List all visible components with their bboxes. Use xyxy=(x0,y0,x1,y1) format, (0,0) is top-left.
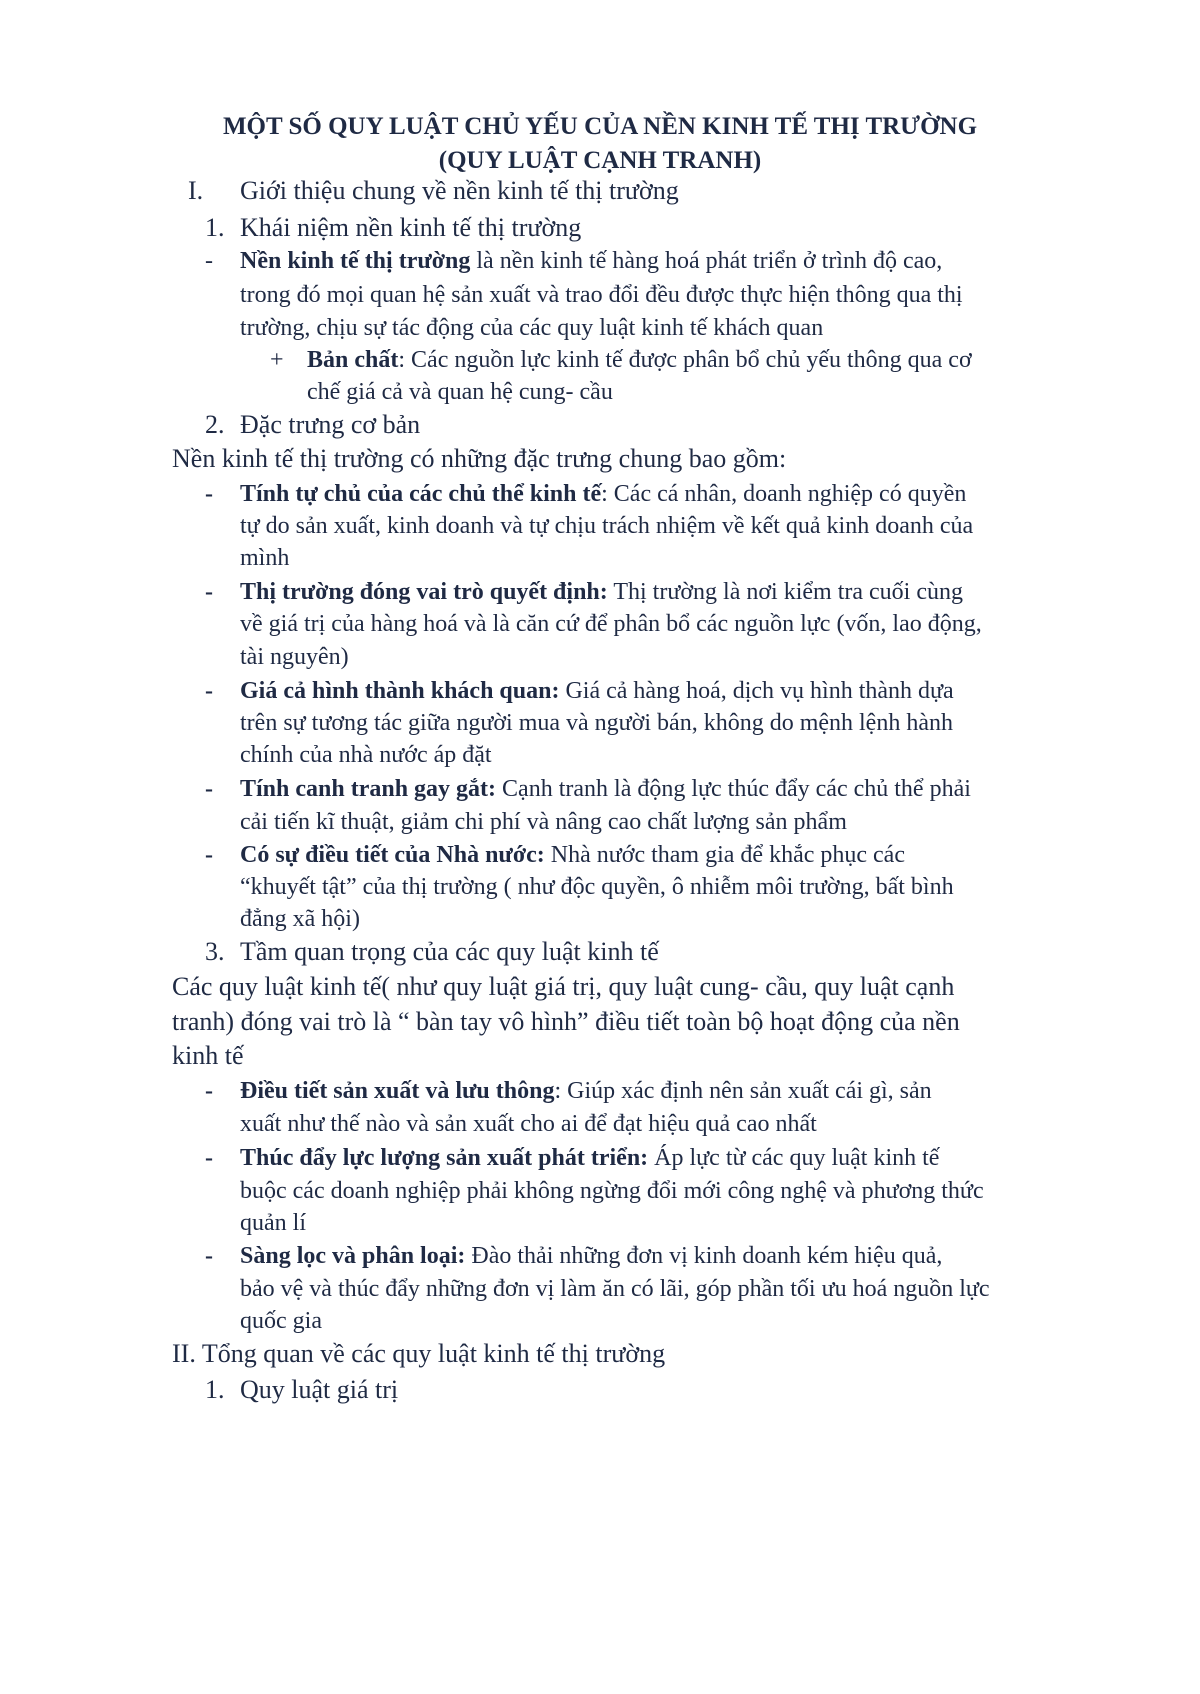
document-title-line2: (QUY LUẬT CẠNH TRANH) xyxy=(438,147,762,174)
feature-text: Nhà nước tham gia để khắc phục các xyxy=(544,842,905,868)
definition-text: là nền kinh tế hàng hoá phát triển ở trình độ cao, xyxy=(470,248,943,274)
paragraph-intro: Nền kinh tế thị trường có những đặc trưng chung bao gồm: xyxy=(172,444,787,473)
feature-line: cải tiến kĩ thuật, giảm chi phí và nâng cao chất lượng sản phẩm xyxy=(240,809,847,835)
feature-term: Có sự điều tiết của Nhà nước: xyxy=(240,842,545,868)
feature-text: : Các cá nhân, doanh nghiệp có quyền xyxy=(601,481,967,507)
bullet-dash: - xyxy=(205,579,213,605)
feature-line xyxy=(240,838,905,872)
bullet-dash: - xyxy=(205,1145,213,1171)
role-line: bảo vệ và thúc đẩy những đơn vị làm ăn có lãi, góp phần tối ưu hoá nguồn lực xyxy=(240,1276,990,1302)
role-line xyxy=(240,1074,932,1108)
bullet-dash: - xyxy=(205,481,213,507)
feature-term: Tính canh tranh gay gắt: xyxy=(240,776,497,802)
feature-line: tài nguyên) xyxy=(240,644,349,670)
feature-term: Tính tự chủ của các chủ thể kinh tế xyxy=(240,481,602,507)
document-title-line1: MỘT SỐ QUY LUẬT CHỦ YẾU CỦA NỀN KINH TẾ THỊ TRƯỜNG xyxy=(222,113,978,140)
role-line: quốc gia xyxy=(240,1308,322,1334)
definition-line: trong đó mọi quan hệ sản xuất và trao đổi đều được thực hiện thông qua thị xyxy=(240,282,963,308)
feature-line: “khuyết tật” của thị trường ( như độc quyền, ô nhiễm môi trường, bất bình xyxy=(240,874,954,900)
paragraph-intro: kinh tế xyxy=(172,1041,244,1070)
role-text: Đào thải những đơn vị kinh doanh kém hiệu quả, xyxy=(465,1243,943,1269)
nature-text: : Các nguồn lực kinh tế được phân bổ chủ yếu thông qua cơ xyxy=(398,347,972,373)
role-line xyxy=(240,1239,942,1273)
nature-line: chế giá cả và quan hệ cung- cầu xyxy=(307,379,613,405)
role-line: xuất như thế nào và sản xuất cho ai để đạt hiệu quả cao nhất xyxy=(240,1111,817,1137)
subsection-number: 1. xyxy=(205,213,225,242)
role-line: quản lí xyxy=(240,1210,306,1236)
subsection-heading: Đặc trưng cơ bản xyxy=(240,410,421,439)
feature-term: Giá cả hình thành khách quan: xyxy=(240,678,560,704)
definition-term: Nền kinh tế thị trường xyxy=(240,248,471,274)
feature-line xyxy=(240,575,963,609)
nature-term: Bản chất xyxy=(307,347,399,373)
feature-line: tự do sản xuất, kinh doanh và tự chịu trách nhiệm về kết quả kinh doanh của xyxy=(240,513,974,539)
feature-text: Giá cả hàng hoá, dịch vụ hình thành dựa xyxy=(559,678,954,704)
feature-line xyxy=(240,674,954,708)
nature-line xyxy=(307,343,972,377)
feature-text: Thị trường là nơi kiểm tra cuối cùng xyxy=(607,579,963,605)
role-line: buộc các doanh nghiệp phải không ngừng đổi mới công nghệ và phương thức xyxy=(240,1178,984,1204)
bullet-dash: - xyxy=(205,1243,213,1269)
subsection-heading: Quy luật giá trị xyxy=(240,1375,399,1404)
feature-term: Thị trường đóng vai trò quyết định: xyxy=(240,579,608,605)
feature-text: Cạnh tranh là động lực thúc đẩy các chủ thể phải xyxy=(496,776,971,802)
section-heading: Giới thiệu chung về nền kinh tế thị trường xyxy=(240,176,679,205)
bullet-dash: - xyxy=(205,678,213,704)
role-text: Áp lực từ các quy luật kinh tế xyxy=(648,1145,940,1171)
role-text: : Giúp xác định nên sản xuất cái gì, sản xyxy=(554,1078,932,1104)
subsection-heading: Tầm quan trọng của các quy luật kinh tế xyxy=(240,937,659,966)
feature-line: đẳng xã hội) xyxy=(240,906,360,932)
section-numeral: I. xyxy=(188,176,204,205)
bullet-dash: - xyxy=(205,1078,213,1104)
subsection-number: 3. xyxy=(205,937,225,966)
subsection-number: 1. xyxy=(205,1375,225,1404)
bullet-dash: - xyxy=(205,776,213,802)
subsection-heading: Khái niệm nền kinh tế thị trường xyxy=(240,213,582,242)
feature-line xyxy=(240,477,966,511)
role-term: Sàng lọc và phân loại: xyxy=(240,1243,466,1269)
bullet-dash: - xyxy=(205,842,213,868)
definition-line xyxy=(240,244,942,278)
definition-line: trường, chịu sự tác động của các quy luật kinh tế khách quan xyxy=(240,315,824,341)
section-heading: II. Tổng quan về các quy luật kinh tế thị trường xyxy=(172,1339,666,1368)
role-term: Điều tiết sản xuất và lưu thông xyxy=(240,1078,555,1104)
feature-line: trên sự tương tác giữa người mua và người bán, không do mệnh lệnh hành xyxy=(240,710,953,736)
feature-line: chính của nhà nước áp đặt xyxy=(240,742,492,768)
bullet-dash: - xyxy=(205,248,213,274)
feature-line: mình xyxy=(240,545,290,571)
bullet-plus: + xyxy=(270,347,284,373)
subsection-number: 2. xyxy=(205,410,225,439)
paragraph-intro: Các quy luật kinh tế( như quy luật giá trị, quy luật cung- cầu, quy luật cạnh xyxy=(172,972,955,1001)
paragraph-intro: tranh) đóng vai trò là “ bàn tay vô hình” điều tiết toàn bộ hoạt động của nền xyxy=(172,1007,960,1036)
role-term: Thúc đẩy lực lượng sản xuất phát triển: xyxy=(240,1145,649,1171)
feature-line: về giá trị của hàng hoá và là căn cứ để phân bổ các nguồn lực (vốn, lao động, xyxy=(240,611,982,637)
role-line xyxy=(240,1141,939,1175)
feature-line xyxy=(240,772,971,806)
